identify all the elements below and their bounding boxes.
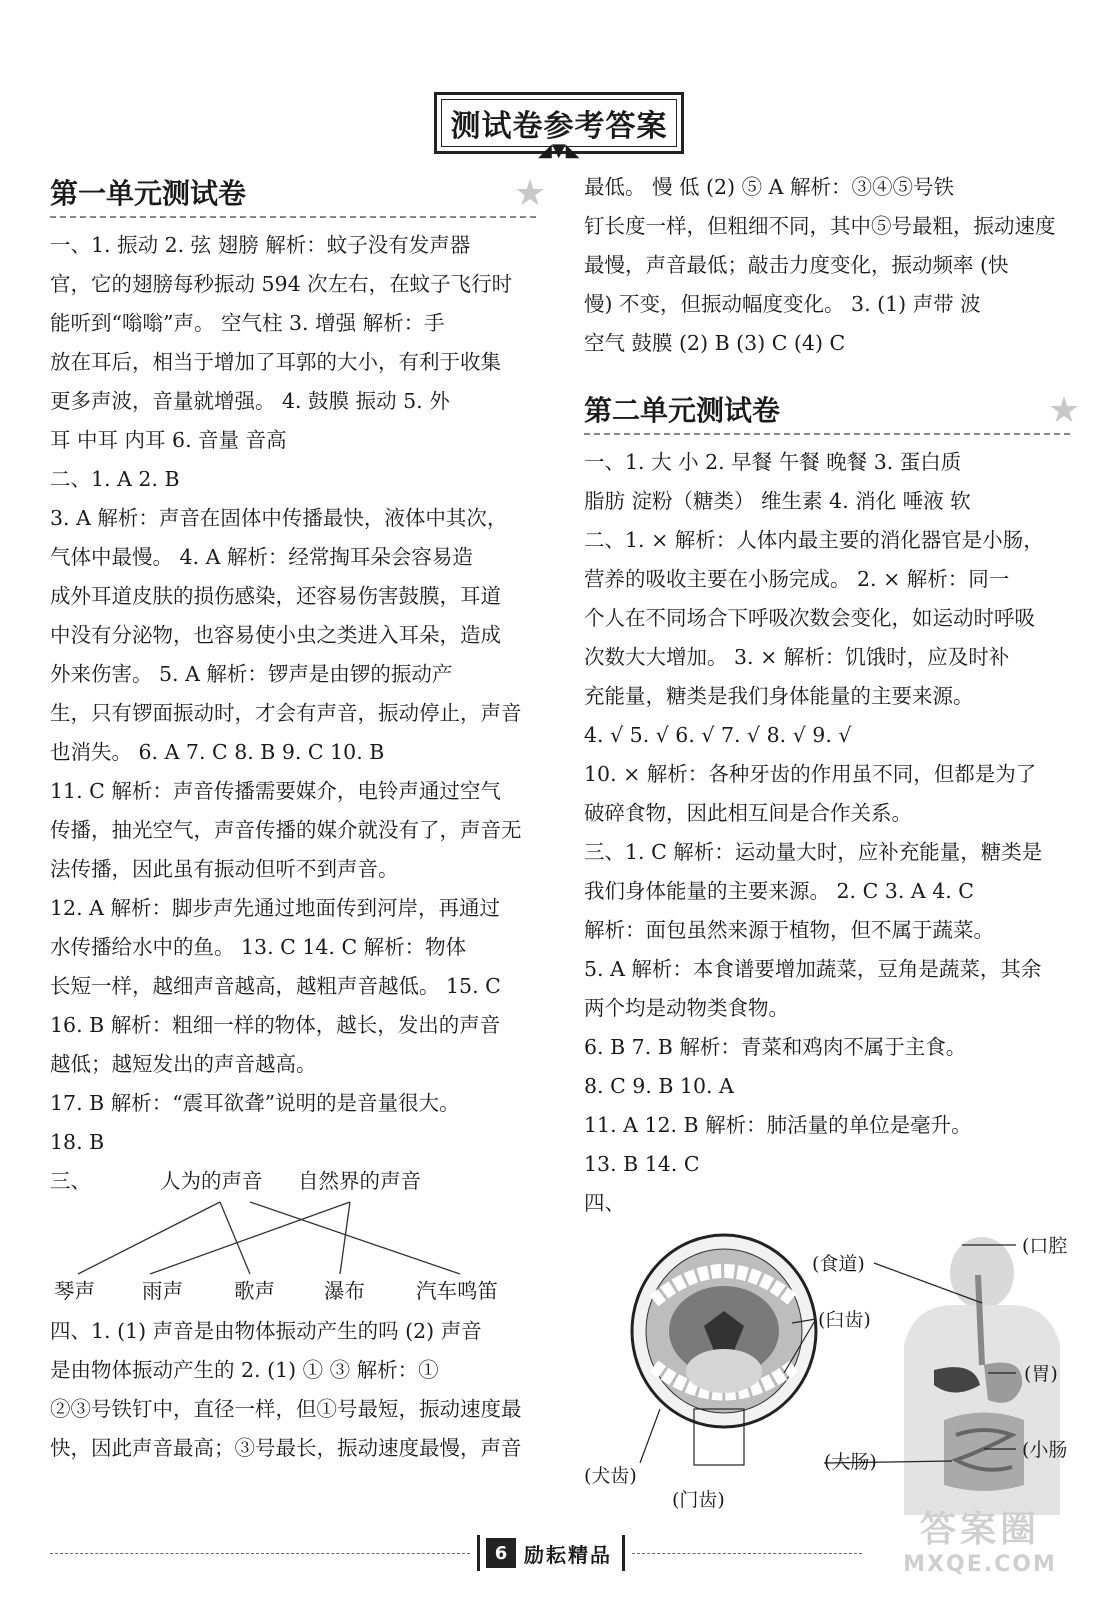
answer-line: 也消失。 6. A 7. C 8. B 9. C 10. B xyxy=(50,740,385,764)
answer-line: 二、1. × 解析：人体内最主要的消化器官是小肠， xyxy=(584,528,1044,552)
label-incisor: (门齿) xyxy=(672,1489,725,1511)
page-number: 6 xyxy=(486,1538,516,1568)
star-icon: ★ xyxy=(513,173,547,214)
unit2-part4-label: 四、 xyxy=(584,1191,625,1215)
label-small-intestine: (小肠 xyxy=(1022,1439,1068,1461)
unit2-heading xyxy=(584,385,1084,437)
answer-line: 更多声波，音量就增强。 4. 鼓膜 振动 5. 外 xyxy=(50,389,450,413)
answer-line: 一、1. 振动 2. 弦 翅膀 解析：蚊子没有发声器 xyxy=(50,233,471,257)
sound-item: 瀑布 xyxy=(324,1279,365,1303)
answer-line: 水传播给水中的鱼。 13. C 14. C 解析：物体 xyxy=(50,935,467,959)
unit1-part4-answers xyxy=(50,1312,550,1468)
answer-line: 10. × 解析：各种牙齿的作用虽不同，但都是为了 xyxy=(584,762,1037,786)
sound-item: 歌声 xyxy=(234,1279,275,1303)
answer-line: 18. B xyxy=(50,1130,105,1154)
answer-line: 16. B 解析：粗细一样的物体，越长，发出的声音 xyxy=(50,1013,501,1037)
answer-line: 17. B 解析：“震耳欲聋”说明的是音量很大。 xyxy=(50,1091,460,1115)
sound-classification-diagram xyxy=(50,1162,550,1312)
answer-line: 最低。 慢 低 (2) ⑤ A 解析：③④⑤号铁 xyxy=(584,175,954,199)
answer-line: 官，它的翅膀每秒振动 594 次左右，在蚊子飞行时 xyxy=(50,272,513,296)
page-footer xyxy=(477,1535,625,1571)
answer-line: 破碎食物，因此相互间是合作关系。 xyxy=(584,801,912,825)
answer-line: 中没有分泌物，也容易使小虫之类进入耳朵，造成 xyxy=(50,623,501,647)
answer-line: 4. √ 5. √ 6. √ 7. √ 8. √ 9. √ xyxy=(584,723,852,747)
answer-line: 营养的吸收主要在小肠完成。 2. × 解析：同一 xyxy=(584,567,1010,591)
answer-line: 8. C 9. B 10. A xyxy=(584,1074,734,1098)
answer-line: 两个均是动物类食物。 xyxy=(584,996,789,1020)
answer-line: 12. A 解析：脚步声先通过地面传到河岸，再通过 xyxy=(50,896,500,920)
answer-line: 11. C 解析：声音传播需要媒介，电铃声通过空气 xyxy=(50,779,501,803)
answer-line: 脂肪 淀粉（糖类） 维生素 4. 消化 唾液 软 xyxy=(584,489,971,513)
label-canine: (犬齿) xyxy=(584,1465,637,1487)
answer-line: 气体中最慢。 4. A 解析：经常掏耳朵会容易造 xyxy=(50,545,473,569)
answer-line: 次数大大增加。 3. × 解析：饥饿时，应及时补 xyxy=(584,645,1010,669)
label-stomach: (胃) xyxy=(1024,1363,1058,1385)
sound-item: 琴声 xyxy=(54,1279,95,1303)
label-large-intestine: (大肠) xyxy=(824,1451,877,1473)
answer-line: 法传播，因此虽有振动但听不到声音。 xyxy=(50,857,399,881)
answer-line: 快，因此声音最高；③号最长，振动速度最慢，声音 xyxy=(50,1436,522,1460)
answer-line: 个人在不同场合下呼吸次数会变化，如运动时呼吸 xyxy=(584,606,1035,630)
footer-divider xyxy=(50,1553,470,1554)
right-column xyxy=(584,168,1084,1583)
star-icon: ★ xyxy=(1047,390,1081,431)
answer-line: 二、1. A 2. B xyxy=(50,467,180,491)
page-title: 测试卷参考答案 xyxy=(450,109,668,144)
unit2-title: 第二单元测试卷 xyxy=(584,394,781,427)
part3-label: 三、 xyxy=(50,1169,91,1193)
title-arrow-decoration-icon: ◢▼◣ xyxy=(538,140,580,161)
unit1-continued-answers xyxy=(584,168,1084,363)
answer-line: 长短一样，越细声音越高，越粗声音越低。 15. C xyxy=(50,974,501,998)
heading-divider xyxy=(50,216,536,218)
brand-name: 励耘精品 xyxy=(524,1542,612,1567)
label-oral-cavity: (口腔 xyxy=(1022,1235,1068,1257)
answer-line: 放在耳后，相当于增加了耳郭的大小，有利于收集 xyxy=(50,350,501,374)
category-human: 人为的声音 xyxy=(160,1169,263,1193)
label-esophagus: (食道) xyxy=(812,1253,865,1275)
unit2-answers xyxy=(584,443,1084,1184)
answer-line: 5. A 解析：本食谱要增加蔬菜，豆角是蔬菜，其余 xyxy=(584,957,1042,981)
answer-line: 6. B 7. B 解析：青菜和鸡肉不属于主食。 xyxy=(584,1035,967,1059)
watermark-url: MXQE.COM xyxy=(903,1552,1057,1577)
answer-line: 成外耳道皮肤的损伤感染，还容易伤害鼓膜，耳道 xyxy=(50,584,501,608)
category-nature: 自然界的声音 xyxy=(298,1169,421,1193)
watermark-text: 答案圈 xyxy=(919,1509,1040,1550)
answer-line: 生，只有锣面振动时，才会有声音，振动停止，声音 xyxy=(50,701,522,725)
answer-line: 能听到“嗡嗡”声。 空气柱 3. 增强 解析：手 xyxy=(50,311,445,335)
answer-line: ②③号铁钉中，直径一样，但①号最短，振动速度最 xyxy=(50,1397,522,1421)
answer-line: 三、1. C 解析：运动量大时，应补充能量，糖类是 xyxy=(584,840,1043,864)
answer-line: 钉长度一样，但粗细不同，其中⑤号最粗，振动速度 xyxy=(584,214,1056,238)
unit1-answers xyxy=(50,226,550,1162)
label-molar: (臼齿) xyxy=(818,1309,871,1331)
answer-line: 四、1. (1) 声音是由物体振动产生的吗 (2) 声音 xyxy=(50,1319,482,1343)
unit1-heading xyxy=(50,168,550,220)
answer-line: 空气 鼓膜 (2) B (3) C (4) C xyxy=(584,331,846,355)
answer-line: 外来伤害。 5. A 解析：锣声是由锣的振动产 xyxy=(50,662,453,686)
answer-line: 解析：面包虽然来源于植物，但不属于蔬菜。 xyxy=(584,918,994,942)
footer-divider xyxy=(632,1553,862,1554)
answer-line: 是由物体振动产生的 2. (1) ① ③ 解析：① xyxy=(50,1358,439,1382)
sound-item: 汽车鸣笛 xyxy=(416,1279,498,1303)
unit1-title: 第一单元测试卷 xyxy=(50,177,247,210)
answer-line: 越低；越短发出的声音越高。 xyxy=(50,1052,317,1076)
answer-line: 3. A 解析：声音在固体中传播最快，液体中其次， xyxy=(50,506,508,530)
sound-item: 雨声 xyxy=(142,1279,183,1303)
answer-line: 11. A 12. B 解析：肺活量的单位是毫升。 xyxy=(584,1113,972,1137)
answer-line: 慢) 不变，但振动幅度变化。 3. (1) 声带 波 xyxy=(584,292,981,316)
answer-line: 我们身体能量的主要来源。 2. C 3. A 4. C xyxy=(584,879,974,903)
answer-line: 一、1. 大 小 2. 早餐 午餐 晚餐 3. 蛋白质 xyxy=(584,450,962,474)
answer-line: 传播，抽光空气，声音传播的媒介就没有了，声音无 xyxy=(50,818,522,842)
watermark-logo xyxy=(880,1508,1080,1588)
heading-divider xyxy=(584,433,1070,435)
answer-line: 13. B 14. C xyxy=(584,1152,700,1176)
answer-line: 最慢，声音最低；敲击力度变化，振动频率 (快 xyxy=(584,253,1009,277)
left-column xyxy=(50,168,550,1468)
answer-line: 耳 中耳 内耳 6. 音量 音高 xyxy=(50,428,287,452)
answer-line: 充能量，糖类是我们身体能量的主要来源。 xyxy=(584,684,974,708)
